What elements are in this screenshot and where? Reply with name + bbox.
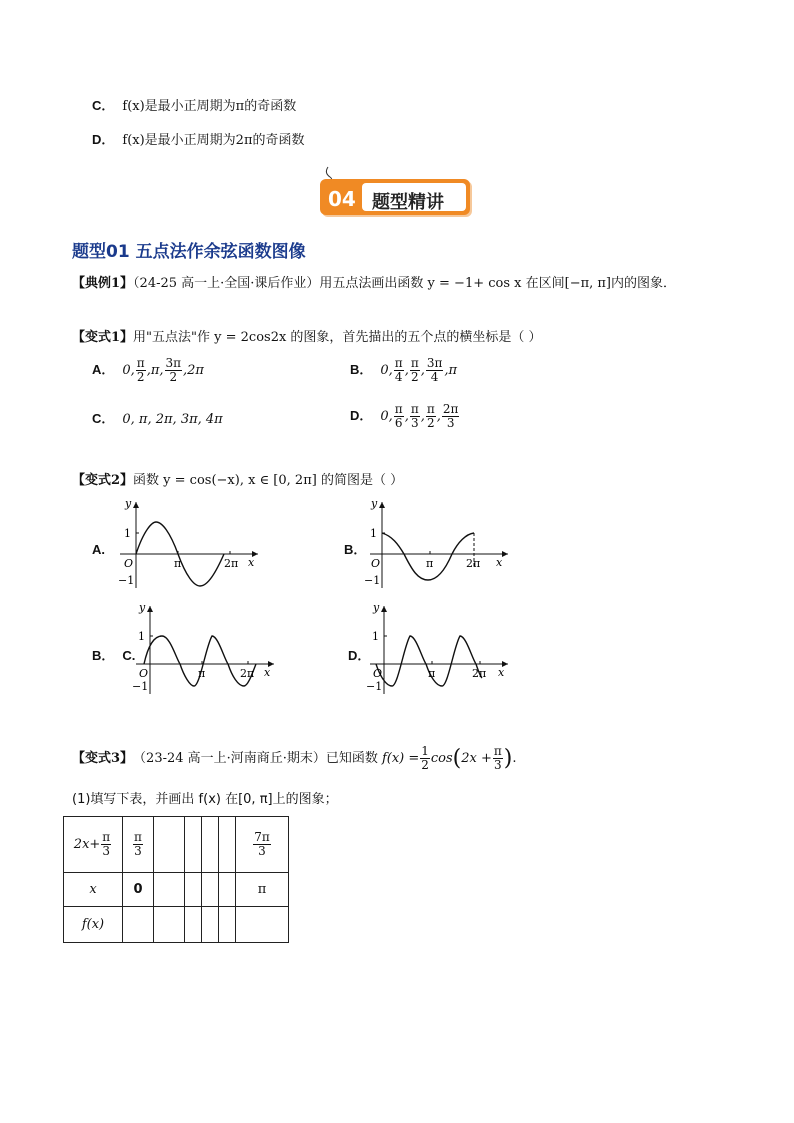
example-source: （24-25 高一上·全国·课后作业） <box>133 276 320 291</box>
svg-text:2π: 2π <box>466 557 481 570</box>
option-label: C． <box>92 411 115 426</box>
svg-text:−1: −1 <box>132 680 149 693</box>
badge-number: 04 <box>328 187 356 211</box>
section-title: 题型01 五点法作余弦函数图像 <box>72 242 306 262</box>
svg-text:y: y <box>125 497 132 510</box>
svg-text:2π: 2π <box>472 667 487 680</box>
variant-tag: 【变式2】 <box>72 473 134 488</box>
table-row <box>64 817 289 873</box>
table-cell: $\frac{\pi}{3}$ <box>123 817 154 873</box>
variant-3: 【变式3】 （23-24 高一上·河南商丘·期末） 已知函数 f(x) = $\frac{1}{2}$ cos ( 2x + $\frac{\pi}{3}$ ) . <box>72 744 517 772</box>
svg-text:y: y <box>139 601 146 614</box>
option-label: C． <box>92 98 115 113</box>
svg-text:1: 1 <box>372 630 379 643</box>
function-formula: f(x) = <box>381 750 420 766</box>
variant-tag: 【变式1】 <box>72 330 134 345</box>
example-1 <box>72 274 676 294</box>
svg-text:O: O <box>371 557 381 570</box>
svg-text:x: x <box>248 556 255 569</box>
svg-text:y: y <box>373 601 380 614</box>
table-cell[interactable] <box>202 873 219 907</box>
graph-a <box>112 496 262 596</box>
svg-text:x: x <box>498 666 505 679</box>
table-cell[interactable] <box>185 873 202 907</box>
table-cell[interactable] <box>219 817 236 873</box>
table-cell: x <box>64 873 123 907</box>
value-table <box>63 816 289 943</box>
svg-text:1: 1 <box>138 630 145 643</box>
variant-text: 用"五点法"作 y = 2cos2x 的图象，首先描出的五个点的横坐标是（ ） <box>133 330 542 345</box>
table-row <box>64 907 289 943</box>
option-text: f(x)是最小正周期为π的奇函数 <box>122 99 297 114</box>
variant1-option-b: B． 0, $\frac{\pi}{4}$ , $\frac{\pi}{2}$ , $\frac{3\pi}{4}$ ,π <box>350 356 458 384</box>
table-row <box>64 873 289 907</box>
option-label: D． <box>350 408 373 423</box>
svg-text:π: π <box>198 667 206 680</box>
table-cell[interactable] <box>154 907 185 943</box>
svg-text:−1: −1 <box>366 680 383 693</box>
table-cell: 2x+ $\frac{\pi}{3}$ <box>64 817 123 873</box>
variant-tag: 【变式3】 <box>72 750 134 766</box>
table-cell[interactable] <box>202 907 219 943</box>
table-cell[interactable] <box>185 907 202 943</box>
graph-d-label: D． <box>348 648 371 663</box>
table-cell[interactable] <box>202 817 219 873</box>
option-label: A． <box>92 362 115 377</box>
svg-text:π: π <box>174 557 182 570</box>
table-cell: π <box>236 873 289 907</box>
option-c-top <box>92 97 296 116</box>
table-cell[interactable] <box>154 817 185 873</box>
table-cell: $\frac{7\pi}{3}$ <box>236 817 289 873</box>
svg-text:2π: 2π <box>240 667 255 680</box>
svg-text:x: x <box>264 666 271 679</box>
variant-2 <box>72 471 403 491</box>
graph-b <box>362 496 512 596</box>
variant-source: （23-24 高一上·河南商丘·期末） <box>133 750 326 766</box>
table-cell[interactable] <box>219 873 236 907</box>
table-cell[interactable] <box>123 907 154 943</box>
graph-d <box>364 600 514 700</box>
example-tag: 【典例1】 <box>72 276 134 291</box>
section-badge <box>316 165 476 221</box>
variant1-option-c <box>92 410 223 429</box>
table-cell[interactable] <box>154 873 185 907</box>
svg-text:1: 1 <box>124 527 131 540</box>
variant-text: 函数 y = cos(−x), x ∈ [0, 2π] 的简图是（ ） <box>133 473 404 488</box>
option-text: f(x)是最小正周期为2π的奇函数 <box>122 133 305 148</box>
graph-b-label: B． <box>344 542 367 557</box>
graph-c <box>130 600 280 700</box>
option-d-top <box>92 131 305 150</box>
variant-1 <box>72 328 542 348</box>
svg-text:O: O <box>139 667 149 680</box>
svg-text:−1: −1 <box>118 574 135 587</box>
variant-text: 已知函数 <box>325 750 378 766</box>
example-text: 用五点法画出函数 y = −1+ cos x 在区间[−π, π]内的图象． <box>319 276 677 291</box>
graph-a-label: A. <box>92 542 105 557</box>
sub-question-1: (1)填写下表，并画出 f(x) 在[0, π]上的图象； <box>72 792 338 807</box>
svg-text:x: x <box>496 556 503 569</box>
table-cell[interactable] <box>185 817 202 873</box>
svg-text:π: π <box>426 557 434 570</box>
badge-text: 题型精讲 <box>372 192 444 213</box>
option-text: 0, π, 2π, 3π, 4π <box>122 412 223 427</box>
graph-c-label: B． C. <box>92 648 136 663</box>
svg-text:π: π <box>428 667 436 680</box>
svg-text:O: O <box>373 667 383 680</box>
table-cell: 0 <box>123 873 154 907</box>
variant1-option-a: A． 0, $\frac{\pi}{2}$ ,π, $\frac{3\pi}{2}$ ,2π <box>92 356 204 384</box>
table-cell[interactable] <box>236 907 289 943</box>
svg-text:y: y <box>371 497 378 510</box>
variant1-option-d: D． 0, $\frac{\pi}{6}$ , $\frac{\pi}{3}$ , $\frac{\pi}{2}$ , $\frac{2\pi}{3}$ <box>350 402 459 430</box>
svg-text:2π: 2π <box>224 557 239 570</box>
svg-text:O: O <box>124 557 134 570</box>
svg-text:−1: −1 <box>364 574 381 587</box>
table-cell[interactable] <box>219 907 236 943</box>
option-label: D． <box>92 132 115 147</box>
svg-text:1: 1 <box>370 527 377 540</box>
table-cell: f(x) <box>64 907 123 943</box>
option-label: B． <box>350 362 373 377</box>
